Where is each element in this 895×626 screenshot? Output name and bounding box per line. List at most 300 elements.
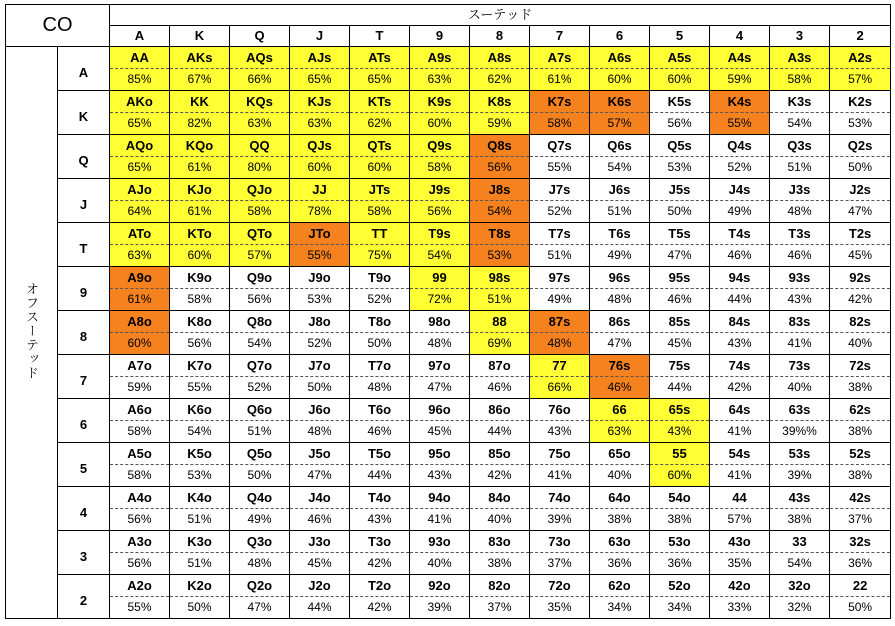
hand-label: 97s	[530, 267, 589, 289]
equity-percent: 63%	[410, 69, 469, 90]
equity-percent: 50%	[667, 204, 692, 218]
hand-label: 72s	[830, 355, 890, 377]
table-row	[6, 135, 891, 179]
equity-percent: 38%	[848, 380, 873, 394]
equity-percent: 38%	[848, 468, 873, 482]
hand-cell	[470, 311, 530, 355]
hand-cell	[170, 355, 230, 399]
hand-label: K4s	[710, 91, 769, 113]
equity-percent: 57%	[590, 113, 649, 134]
hand-label: Q6o	[230, 399, 289, 421]
equity-percent: 47%	[247, 600, 272, 614]
row-header-A: A	[58, 47, 110, 91]
hand-label: A5o	[110, 443, 169, 465]
hand-label: Q8o	[230, 311, 289, 333]
hand-label: 63o	[590, 531, 649, 553]
equity-percent: 54%	[787, 556, 812, 570]
hand-label: T6o	[350, 399, 409, 421]
hand-label: T8o	[350, 311, 409, 333]
hand-label: Q8s	[470, 135, 529, 157]
equity-percent: 47%	[427, 380, 452, 394]
equity-percent: 57%	[230, 245, 289, 266]
equity-percent: 38%	[848, 424, 873, 438]
hand-label: K3o	[170, 531, 229, 553]
hand-cell	[650, 311, 710, 355]
hand-label: 82s	[830, 311, 890, 333]
hand-cell	[110, 267, 170, 311]
equity-percent: 65%	[110, 157, 169, 178]
equity-percent: 61%	[110, 289, 169, 310]
equity-percent: 41%	[787, 336, 812, 350]
hand-cell	[530, 575, 590, 619]
hand-label: A2s	[830, 47, 890, 69]
hand-label: Q9s	[410, 135, 469, 157]
hand-cell	[830, 47, 891, 91]
hand-label: J2s	[830, 179, 890, 201]
hand-cell	[290, 443, 350, 487]
column-header-6: 6	[590, 26, 650, 47]
hand-cell	[530, 179, 590, 223]
hand-label: K7o	[170, 355, 229, 377]
hand-label: Q5o	[230, 443, 289, 465]
hand-cell	[530, 91, 590, 135]
equity-percent: 78%	[290, 201, 349, 222]
hand-cell	[650, 443, 710, 487]
hand-label: Q3s	[770, 135, 829, 157]
hand-label: K5s	[650, 91, 709, 113]
column-header-2: 2	[830, 26, 891, 47]
hand-cell	[410, 91, 470, 135]
equity-percent: 40%	[427, 556, 452, 570]
hand-cell	[410, 399, 470, 443]
equity-percent: 37%	[487, 600, 512, 614]
hand-cell	[230, 355, 290, 399]
hand-label: 32o	[770, 575, 829, 597]
hand-cell	[350, 487, 410, 531]
equity-percent: 53%	[667, 160, 692, 174]
hand-label: 65s	[650, 399, 709, 421]
hand-label: 98s	[470, 267, 529, 289]
hand-cell	[170, 179, 230, 223]
equity-percent: 60%	[110, 333, 169, 354]
hand-label: ATo	[110, 223, 169, 245]
hand-cell	[410, 531, 470, 575]
hand-label: 43o	[710, 531, 769, 553]
equity-percent: 58%	[230, 201, 289, 222]
hand-cell	[410, 135, 470, 179]
hand-label: Q2o	[230, 575, 289, 597]
equity-percent: 40%	[848, 336, 873, 350]
hand-label: 62o	[590, 575, 649, 597]
hand-label: 95o	[410, 443, 469, 465]
hand-cell	[170, 91, 230, 135]
hand-label: K2o	[170, 575, 229, 597]
hand-label: K6s	[590, 91, 649, 113]
row-header-K: K	[58, 91, 110, 135]
hand-label: K7s	[530, 91, 589, 113]
hand-cell	[770, 223, 830, 267]
equity-percent: 42%	[727, 380, 752, 394]
equity-percent: 39%	[787, 468, 812, 482]
equity-percent: 35%	[727, 556, 752, 570]
equity-percent: 62%	[470, 69, 529, 90]
hand-label: 74s	[710, 355, 769, 377]
hand-label: A8s	[470, 47, 529, 69]
row-header-3: 3	[58, 531, 110, 575]
hand-cell	[590, 267, 650, 311]
hand-label: 55	[650, 443, 709, 465]
equity-percent: 55%	[127, 600, 152, 614]
equity-percent: 66%	[230, 69, 289, 90]
hand-cell	[410, 487, 470, 531]
hand-label: J3s	[770, 179, 829, 201]
hand-label: 98o	[410, 311, 469, 333]
table-row	[6, 311, 891, 355]
hand-cell	[770, 355, 830, 399]
equity-percent: 36%	[848, 556, 873, 570]
equity-percent: 43%	[650, 421, 709, 442]
hand-cell	[530, 399, 590, 443]
hand-label: Q3o	[230, 531, 289, 553]
hand-label: K4o	[170, 487, 229, 509]
equity-percent: 56%	[470, 157, 529, 178]
hand-cell	[230, 179, 290, 223]
hand-cell	[410, 47, 470, 91]
equity-percent: 60%	[590, 69, 649, 90]
hand-cell	[590, 399, 650, 443]
hand-cell	[710, 575, 770, 619]
column-header-3: 3	[770, 26, 830, 47]
table-row	[6, 399, 891, 443]
equity-percent: 34%	[667, 600, 692, 614]
column-header-Q: Q	[230, 26, 290, 47]
hand-cell	[650, 135, 710, 179]
hand-label: 72o	[530, 575, 589, 597]
equity-percent: 58%	[350, 201, 409, 222]
hand-label: A8o	[110, 311, 169, 333]
hand-cell	[710, 487, 770, 531]
hand-cell	[710, 267, 770, 311]
hand-label: KJs	[290, 91, 349, 113]
hand-label: 97o	[410, 355, 469, 377]
equity-percent: 42%	[367, 556, 392, 570]
hand-label: J6o	[290, 399, 349, 421]
equity-percent: 63%	[590, 421, 649, 442]
hand-label: J5o	[290, 443, 349, 465]
equity-percent: 51%	[187, 556, 212, 570]
hand-cell	[770, 399, 830, 443]
equity-percent: 56%	[667, 116, 692, 130]
hand-cell	[650, 267, 710, 311]
hand-cell	[710, 399, 770, 443]
hand-label: A3s	[770, 47, 829, 69]
hand-label: T6s	[590, 223, 649, 245]
hand-label: 87s	[530, 311, 589, 333]
hand-cell	[770, 487, 830, 531]
suited-title: スーテッド	[110, 5, 891, 26]
equity-percent: 65%	[290, 69, 349, 90]
equity-percent: 58%	[410, 157, 469, 178]
hand-cell	[710, 179, 770, 223]
equity-percent: 56%	[410, 201, 469, 222]
hand-label: 83s	[770, 311, 829, 333]
hand-label: A6o	[110, 399, 169, 421]
equity-percent: 45%	[307, 556, 332, 570]
equity-percent: 48%	[787, 204, 812, 218]
row-header-6: 6	[58, 399, 110, 443]
hand-cell	[470, 487, 530, 531]
hand-cell	[830, 91, 891, 135]
hand-label: QTo	[230, 223, 289, 245]
equity-percent: 52%	[247, 380, 272, 394]
equity-percent: 66%	[530, 377, 589, 398]
equity-percent: 41%	[547, 468, 572, 482]
hand-cell	[770, 91, 830, 135]
equity-percent: 63%	[290, 113, 349, 134]
hand-label: T3o	[350, 531, 409, 553]
hand-cell	[530, 135, 590, 179]
hand-label: 62s	[830, 399, 890, 421]
hand-cell	[230, 135, 290, 179]
equity-percent: 40%	[607, 468, 632, 482]
hand-cell	[830, 487, 891, 531]
hand-cell	[350, 355, 410, 399]
equity-percent: 45%	[667, 336, 692, 350]
hand-label: AQo	[110, 135, 169, 157]
hand-cell	[770, 443, 830, 487]
hand-label: 73o	[530, 531, 589, 553]
equity-percent: 54%	[410, 245, 469, 266]
equity-percent: 43%	[427, 468, 452, 482]
hand-label: 74o	[530, 487, 589, 509]
hand-cell	[230, 531, 290, 575]
hand-label: 94o	[410, 487, 469, 509]
hand-label: 54s	[710, 443, 769, 465]
hand-label: 52o	[650, 575, 709, 597]
equity-percent: 60%	[650, 465, 709, 486]
hand-cell	[830, 531, 891, 575]
equity-percent: 60%	[170, 245, 229, 266]
table-row	[6, 575, 891, 619]
hand-cell	[770, 267, 830, 311]
hand-cell	[110, 575, 170, 619]
hand-cell	[530, 311, 590, 355]
hand-cell	[290, 531, 350, 575]
equity-percent: 38%	[607, 512, 632, 526]
hand-cell	[110, 91, 170, 135]
hand-label: J4o	[290, 487, 349, 509]
hand-cell	[290, 399, 350, 443]
hand-label: 76s	[590, 355, 649, 377]
equity-percent: 60%	[350, 157, 409, 178]
hand-label: 33	[770, 531, 829, 553]
hand-label: J9s	[410, 179, 469, 201]
hand-cell	[470, 575, 530, 619]
hand-cell	[830, 267, 891, 311]
equity-percent: 61%	[170, 157, 229, 178]
hand-cell	[110, 179, 170, 223]
hand-label: T5o	[350, 443, 409, 465]
hand-cell	[350, 223, 410, 267]
hand-label: AA	[110, 47, 169, 69]
equity-percent: 53%	[470, 245, 529, 266]
hand-cell	[650, 91, 710, 135]
hand-label: T9s	[410, 223, 469, 245]
hand-cell	[650, 575, 710, 619]
hand-cell	[170, 267, 230, 311]
hand-cell	[470, 355, 530, 399]
offsuit-title	[6, 47, 58, 619]
equity-percent: 59%	[470, 113, 529, 134]
equity-percent: 58%	[187, 292, 212, 306]
row-header-2: 2	[58, 575, 110, 619]
hand-cell	[650, 531, 710, 575]
hand-label: AKo	[110, 91, 169, 113]
hand-label: 64s	[710, 399, 769, 421]
hand-label: T4o	[350, 487, 409, 509]
hand-cell	[410, 179, 470, 223]
hand-label: Q7o	[230, 355, 289, 377]
hand-label: A5s	[650, 47, 709, 69]
equity-percent: 46%	[590, 377, 649, 398]
hand-cell	[710, 47, 770, 91]
equity-percent: 49%	[547, 292, 572, 306]
hand-range-table	[5, 4, 891, 619]
equity-percent: 67%	[170, 69, 229, 90]
hand-cell	[830, 399, 891, 443]
equity-percent: 72%	[410, 289, 469, 310]
hand-cell	[650, 355, 710, 399]
table-row	[6, 531, 891, 575]
equity-percent: 43%	[367, 512, 392, 526]
equity-percent: 56%	[247, 292, 272, 306]
hand-label: 96s	[590, 267, 649, 289]
hand-label: 42s	[830, 487, 890, 509]
row-header-J: J	[58, 179, 110, 223]
equity-percent: 42%	[487, 468, 512, 482]
hand-cell	[290, 135, 350, 179]
hand-cell	[530, 531, 590, 575]
hand-label: 42o	[710, 575, 769, 597]
equity-percent: 50%	[307, 380, 332, 394]
hand-cell	[830, 575, 891, 619]
equity-percent: 55%	[710, 113, 769, 134]
column-header-J: J	[290, 26, 350, 47]
column-header-T: T	[350, 26, 410, 47]
hand-label: T7o	[350, 355, 409, 377]
hand-label: A7o	[110, 355, 169, 377]
equity-percent: 32%	[787, 600, 812, 614]
equity-percent: 56%	[127, 512, 152, 526]
hand-label: AJs	[290, 47, 349, 69]
hand-label: KTo	[170, 223, 229, 245]
hand-cell	[110, 223, 170, 267]
equity-percent: 45%	[848, 248, 873, 262]
equity-percent: 57%	[727, 512, 752, 526]
hand-cell	[110, 443, 170, 487]
hand-cell	[530, 355, 590, 399]
equity-percent: 44%	[667, 380, 692, 394]
hand-label: Q4o	[230, 487, 289, 509]
hand-label: 32s	[830, 531, 890, 553]
hand-label: 52s	[830, 443, 890, 465]
hand-label: Q5s	[650, 135, 709, 157]
hand-cell	[410, 223, 470, 267]
hand-cell	[350, 135, 410, 179]
hand-label: 95s	[650, 267, 709, 289]
hand-cell	[230, 311, 290, 355]
hand-label: K6o	[170, 399, 229, 421]
equity-percent: 43%	[787, 292, 812, 306]
hand-cell	[470, 399, 530, 443]
hand-cell	[830, 223, 891, 267]
hand-cell	[470, 531, 530, 575]
hand-cell	[530, 487, 590, 531]
equity-percent: 54%	[187, 424, 212, 438]
hand-cell	[170, 443, 230, 487]
hand-label: K5o	[170, 443, 229, 465]
equity-percent: 46%	[487, 380, 512, 394]
hand-cell	[590, 91, 650, 135]
hand-cell	[650, 487, 710, 531]
column-header-9: 9	[410, 26, 470, 47]
hand-label: KQo	[170, 135, 229, 157]
hand-label: T8s	[470, 223, 529, 245]
column-header-K: K	[170, 26, 230, 47]
hand-label: QJo	[230, 179, 289, 201]
hand-label: 94s	[710, 267, 769, 289]
hand-cell	[110, 135, 170, 179]
hand-cell	[650, 399, 710, 443]
equity-percent: 55%	[547, 160, 572, 174]
equity-percent: 58%	[127, 424, 152, 438]
hand-cell	[710, 91, 770, 135]
equity-percent: 58%	[530, 113, 589, 134]
equity-percent: 51%	[787, 160, 812, 174]
hand-label: K9s	[410, 91, 469, 113]
hand-cell	[350, 91, 410, 135]
equity-percent: 48%	[427, 336, 452, 350]
equity-percent: 51%	[547, 248, 572, 262]
hand-cell	[350, 443, 410, 487]
hand-label: KQs	[230, 91, 289, 113]
hand-label: 76o	[530, 399, 589, 421]
hand-label: 22	[830, 575, 890, 597]
equity-percent: 48%	[247, 556, 272, 570]
hand-label: 54o	[650, 487, 709, 509]
hand-label: J5s	[650, 179, 709, 201]
hand-cell	[770, 135, 830, 179]
hand-label: 93s	[770, 267, 829, 289]
equity-percent: 39%	[547, 512, 572, 526]
hand-cell	[590, 47, 650, 91]
hand-label: T3s	[770, 223, 829, 245]
hand-label: KK	[170, 91, 229, 113]
column-header-5: 5	[650, 26, 710, 47]
row-header-7: 7	[58, 355, 110, 399]
hand-cell	[410, 355, 470, 399]
equity-percent: 41%	[427, 512, 452, 526]
hand-label: 77	[530, 355, 589, 377]
hand-label: T5s	[650, 223, 709, 245]
equity-percent: 41%	[727, 468, 752, 482]
hand-cell	[170, 47, 230, 91]
hand-cell	[110, 399, 170, 443]
equity-percent: 59%	[710, 69, 769, 90]
equity-percent: 52%	[727, 160, 752, 174]
hand-cell	[110, 355, 170, 399]
equity-percent: 43%	[547, 424, 572, 438]
